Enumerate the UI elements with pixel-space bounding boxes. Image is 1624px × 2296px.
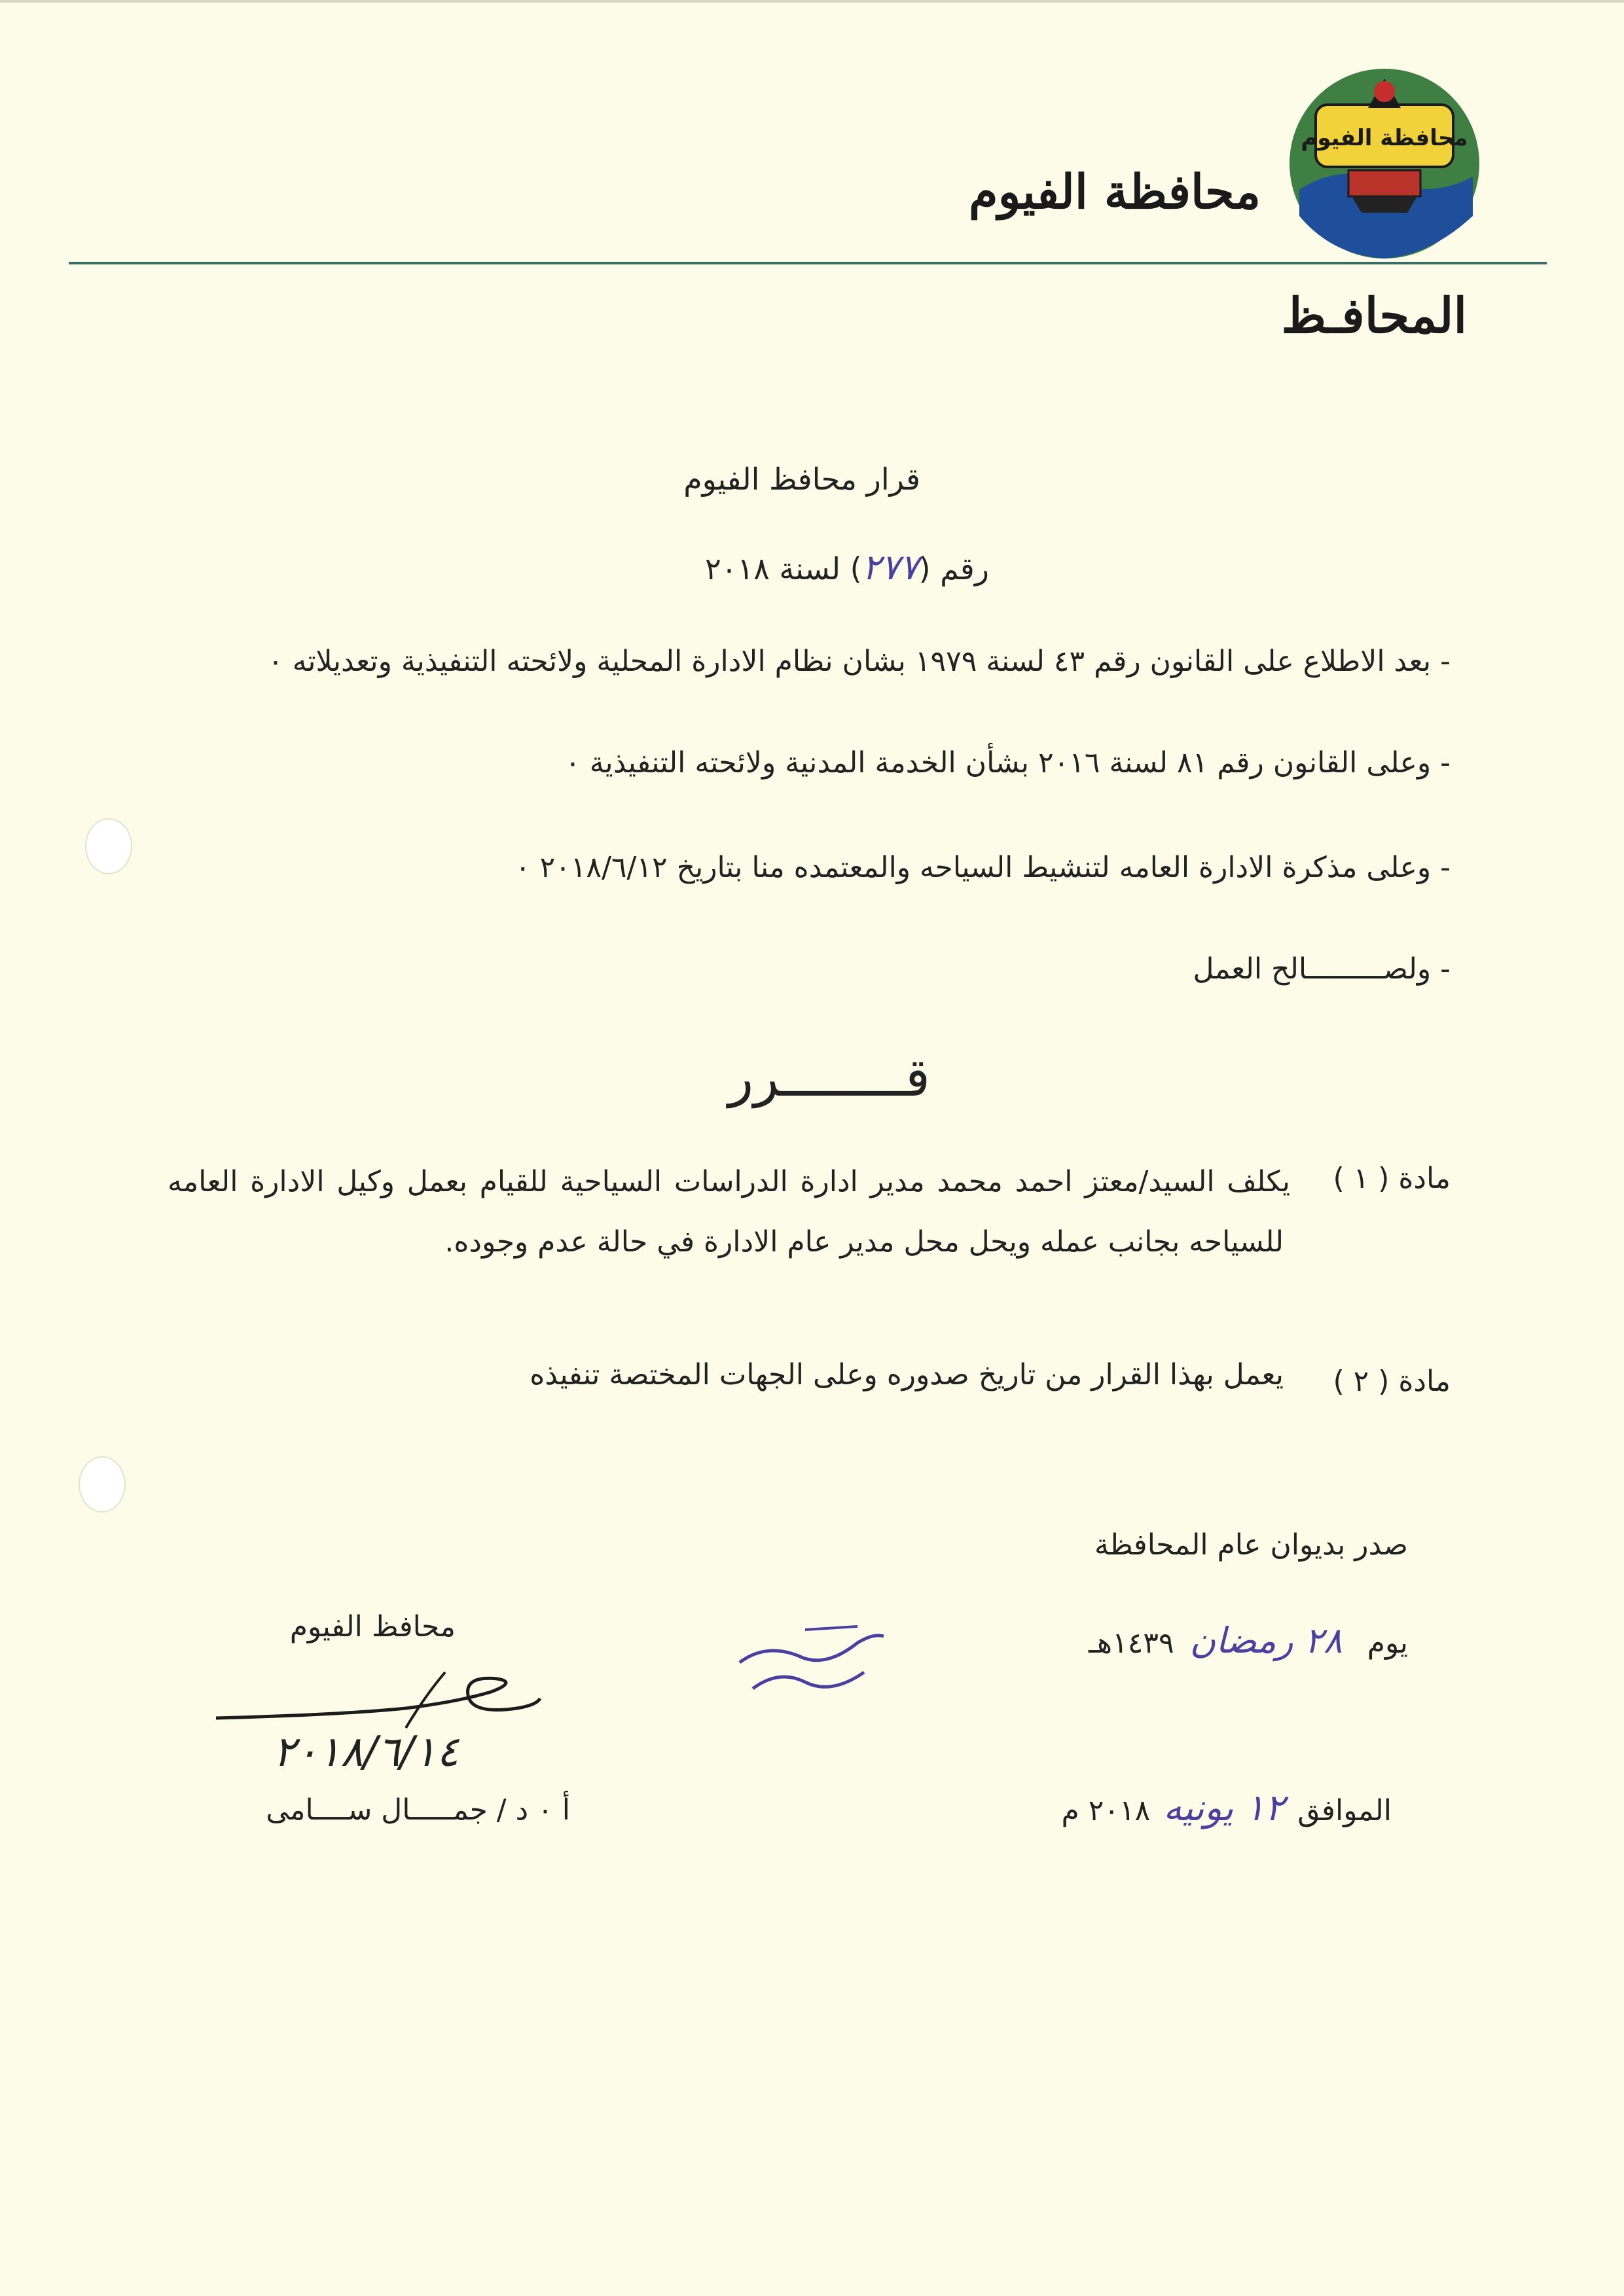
- decree-number-suffix: ) لسنة ٢٠١٨: [704, 551, 862, 586]
- article-2-label: مادة ( ٢ ): [1333, 1365, 1451, 1398]
- office-title: المحافـظ: [1281, 288, 1467, 344]
- governorate-title: محافظة الفيوم: [969, 164, 1261, 219]
- preamble-item: - ولصـــــــــالح العمل: [1193, 952, 1451, 986]
- hijri-year: ١٤٣٩هـ: [1089, 1626, 1174, 1660]
- hijri-handwritten: ٢٨ رمضان: [1189, 1620, 1343, 1661]
- decision-title: قــــــــرر: [728, 1047, 930, 1108]
- issued-at: صدر بديوان عام المحافظة: [1094, 1528, 1408, 1562]
- day-label: يوم: [1367, 1626, 1408, 1660]
- decree-number-handwritten: ٢٧٧: [861, 547, 919, 588]
- preamble-item: - وعلى القانون رقم ٨١ لسنة ٢٠١٦ بشأن الخدمة المدنية ولائحته التنفيذية ٠: [565, 746, 1451, 780]
- governorate-logo: [1286, 65, 1483, 262]
- decree-number: [705, 547, 989, 588]
- gregorian-handwritten: ١٢ يونيه: [1163, 1787, 1285, 1829]
- page-top-edge: [0, 0, 1624, 3]
- article-2-text: يعمل بهذا القرار من تاريخ صدوره وعلى الجهات المختصة تنفيذه: [530, 1358, 1284, 1391]
- article-1-label: مادة ( ١ ): [1333, 1162, 1451, 1195]
- signature-handwritten-date: ٢٠١٨/٦/١٤: [273, 1728, 459, 1776]
- svg-text:محافظة الفيوم: محافظة الفيوم: [1301, 125, 1468, 151]
- initials-scribble: [727, 1617, 890, 1711]
- gregorian-label: الموافق: [1297, 1794, 1392, 1827]
- gregorian-date: [1061, 1787, 1392, 1829]
- decree-heading: قرار محافظ الفيوم: [683, 461, 920, 497]
- governor-name: أ ٠ د / جمـــــال ســــامى: [266, 1793, 570, 1827]
- preamble-item: - وعلى مذكرة الادارة العامه لتنشيط السياحه والمعتمده منا بتاريخ ٢٠١٨/٦/١٢ ٠: [514, 851, 1451, 884]
- header-rule: [69, 262, 1547, 264]
- decree-number-prefix: رقم (: [918, 551, 989, 586]
- signature-title: محافظ الفيوم: [289, 1610, 456, 1643]
- punch-hole-top: [85, 818, 132, 874]
- hijri-date: [1089, 1620, 1408, 1661]
- article-1-text: يكلف السيد/معتز احمد محمد مدير ادارة الدراسات السياحية للقيام بعمل وكيل الادارة العامه للسياحه بجانب عمله ويحل محل مدير عام الادارة في حالة عدم وجوده.: [168, 1165, 1290, 1259]
- gregorian-year: ٢٠١٨ م: [1061, 1794, 1151, 1827]
- preamble-item: - بعد الاطلاع على القانون رقم ٤٣ لسنة ١٩٧٩ بشان نظام الادارة المحلية ولائحته التنفيذية وتعديلاته ٠: [268, 645, 1451, 678]
- punch-hole-bottom: [79, 1456, 126, 1513]
